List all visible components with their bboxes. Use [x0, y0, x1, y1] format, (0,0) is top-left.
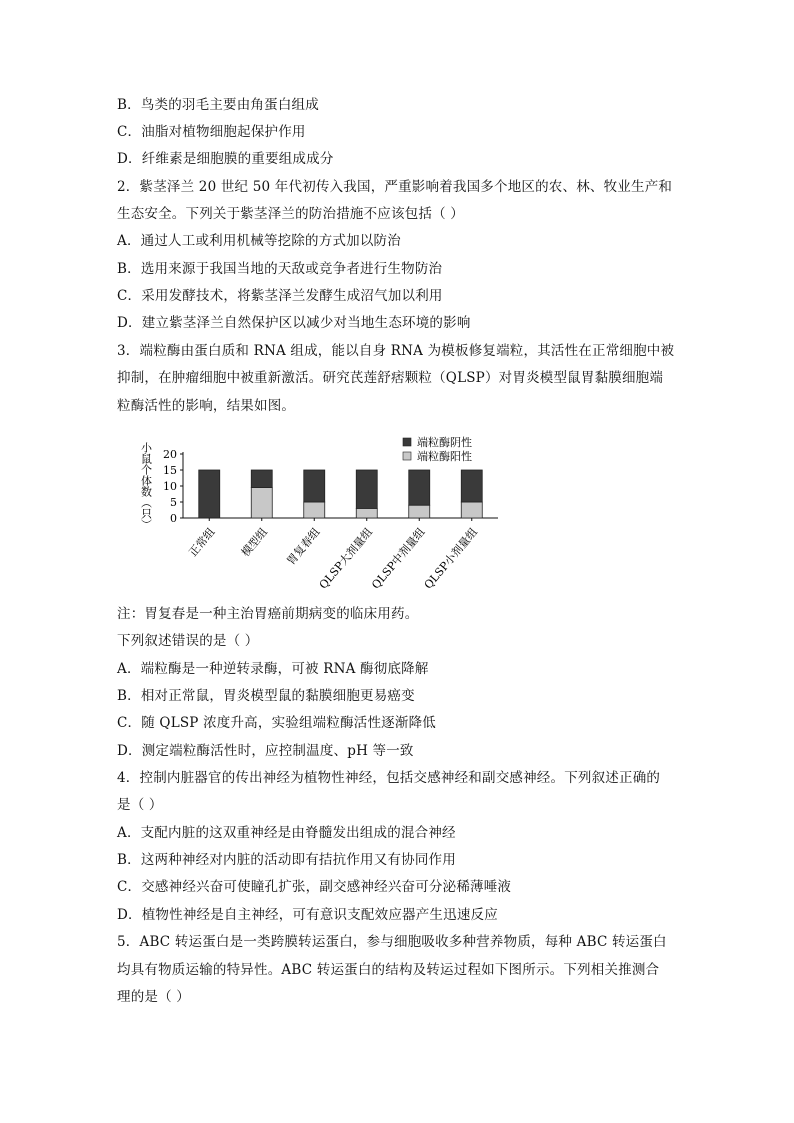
line-24: 5．ABC 转运蛋白是一类跨膜转运蛋白，参与细胞吸收多种营养物质，每种 ABC 转运蛋白 — [117, 934, 667, 950]
x-tick-label-0: 正常组 — [186, 525, 218, 560]
y-tick-label-2: 10 — [163, 480, 177, 493]
line-13: 下列叙述错误的是（ ） — [117, 633, 259, 649]
line-21: B．这两种神经对内脏的活动即有拮抗作用又有协同作用 — [117, 852, 456, 868]
line-5: A．通过人工或利用机械等挖除的方式加以防治 — [117, 233, 401, 249]
line-9: 3．端粒酶由蛋白质和 RNA 组成，能以自身 RNA 为模板修复端粒，其活性在正常细胞中被 — [117, 343, 675, 359]
bar-2-series-0 — [304, 502, 325, 518]
line-16: C．随 QLSP 浓度升高，实验组端粒酶活性逐渐降低 — [117, 715, 436, 731]
bar-3-series-0 — [356, 508, 377, 518]
bar-4-series-0 — [409, 505, 430, 518]
line-22: C．交感神经兴奋可使瞳孔扩张，副交感神经兴奋可分泌稀薄唾液 — [117, 879, 512, 895]
line-0: B．鸟类的羽毛主要由角蛋白组成 — [117, 97, 319, 113]
y-tick-label-0: 0 — [170, 512, 177, 525]
bar-5-series-1 — [461, 470, 482, 502]
bar-4-series-1 — [409, 470, 430, 505]
line-17: D．测定端粒酶活性时，应控制温度、pH 等一致 — [117, 743, 414, 759]
bar-2-series-1 — [304, 470, 325, 502]
line-23: D．植物性神经是自主神经，可有意识支配效应器产生迅速反应 — [117, 907, 498, 923]
y-tick-label-1: 5 — [170, 496, 177, 509]
line-19: 是（ ） — [117, 797, 163, 813]
x-tick-label-4: QLSP中剂量组 — [369, 525, 428, 592]
line-4: 生态安全。下列关于紫茎泽兰的防治措施不应该包括（ ） — [117, 206, 464, 222]
line-8: D．建立紫茎泽兰自然保护区以减少对当地生态环境的影响 — [117, 315, 471, 331]
line-3: 2．紫茎泽兰 20 世纪 50 年代初传入我国，严重影响着我国多个地区的农、林、牧业生产和 — [117, 179, 673, 195]
y-tick-label-3: 15 — [163, 464, 177, 477]
x-tick-label-1: 模型组 — [238, 525, 271, 560]
y-tick-label-4: 20 — [163, 448, 177, 461]
line-6: B．选用来源于我国当地的天敌或竞争者进行生物防治 — [117, 261, 443, 277]
line-2: D．纤维素是细胞膜的重要组成成分 — [117, 151, 334, 167]
bar-0-series-1 — [199, 470, 220, 518]
line-15: B．相对正常鼠，胃炎模型鼠的黏膜细胞更易癌变 — [117, 688, 415, 704]
y-axis-label: 小鼠个体数（只） — [139, 442, 153, 530]
x-tick-label-2: 胃复春组 — [284, 525, 323, 568]
line-12: 注：胃复春是一种主治胃癌前期病变的临床用药。 — [117, 606, 419, 622]
line-10: 抑制，在肿瘤细胞中被重新激活。研究芪莲舒痞颗粒（QLSP）对胃炎模型鼠胃黏膜细胞端 — [117, 370, 664, 386]
legend-swatch-0 — [403, 438, 411, 446]
line-7: C．采用发酵技术，将紫茎泽兰发酵生成沼气加以利用 — [117, 288, 443, 304]
line-25: 均具有物质运输的特异性。ABC 转运蛋白的结构及转运过程如下图所示。下列相关推测合 — [117, 962, 660, 978]
line-26: 理的是（ ） — [117, 989, 190, 1005]
bar-1-series-0 — [251, 488, 272, 518]
bar-3-series-1 — [356, 470, 377, 508]
chart-svg — [138, 430, 518, 600]
legend-swatch-1 — [403, 452, 411, 460]
bar-1-series-1 — [251, 470, 272, 488]
bar-5-series-0 — [461, 502, 482, 518]
legend-label-0: 端粒酶阴性 — [417, 436, 472, 449]
x-tick-label-3: QLSP大剂量组 — [316, 525, 376, 592]
line-20: A．支配内脏的这双重神经是由脊髓发出组成的混合神经 — [117, 825, 456, 841]
telomerase-chart — [138, 430, 518, 600]
legend-label-1: 端粒酶阳性 — [417, 450, 472, 463]
x-tick-label-5: QLSP小剂量组 — [421, 525, 481, 592]
line-1: C．油脂对植物细胞起保护作用 — [117, 124, 306, 140]
line-11: 粒酶活性的影响，结果如图。 — [117, 398, 296, 414]
line-14: A．端粒酶是一种逆转录酶，可被 RNA 酶彻底降解 — [117, 661, 429, 677]
line-18: 4．控制内脏器官的传出神经为植物性神经，包括交感神经和副交感神经。下列叙述正确的 — [117, 770, 661, 786]
